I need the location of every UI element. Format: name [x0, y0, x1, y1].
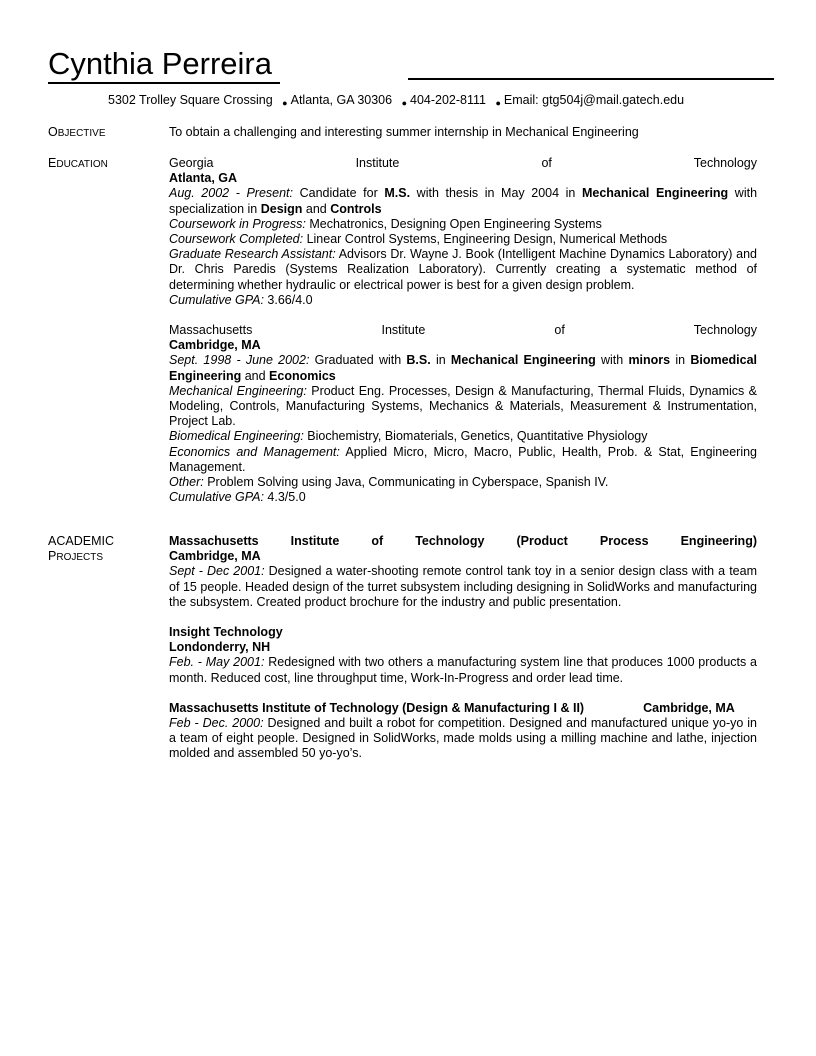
- project-location: Londonderry, NH: [169, 640, 271, 655]
- bullet-icon: ●: [282, 98, 288, 108]
- bullet-icon: ●: [495, 98, 501, 108]
- projects-body: [169, 534, 757, 762]
- project-description: Feb - Dec. 2000: Designed and built a robot for competition. Designed and manufactured unique yo-yo in a team of eight people. Designed in SolidWorks, made molds using a milling machine and lathe, injection molded and assembled 50 yo-yo’s.: [169, 716, 757, 761]
- school-name: Massachusetts Institute of Technology: [169, 323, 757, 338]
- bullet-icon: ●: [401, 98, 407, 108]
- coursework-progress: Coursework in Progress: Mechatronics, Designing Open Engineering Systems: [169, 216, 602, 231]
- address: 5302 Trolley Square Crossing: [108, 93, 273, 107]
- school-location: Cambridge, MA: [169, 338, 261, 353]
- objective-text: To obtain a challenging and interesting summer internship in Mechanical Engineering: [169, 125, 639, 139]
- gpa-line: Cumulative GPA: 3.66/4.0: [169, 292, 313, 307]
- project-location: Cambridge, MA: [169, 549, 261, 564]
- coursework-me: Mechanical Engineering: Product Eng. Processes, Design & Manufacturing, Thermal Fluids, Dynamics & Modeling, Controls, Manufacturing Systems, Mechanics & Materials, Measurement & Instrumentation, Project Lab.: [169, 383, 757, 429]
- coursework-other: Other: Problem Solving using Java, Communicating in Cyberspace, Spanish IV.: [169, 475, 609, 490]
- degree-line: Sept. 1998 - June 2002: Graduated with B.S. in Mechanical Engineering with minors in Biomedical Engineering and Economics: [169, 353, 757, 383]
- projects-label: ACADEMIC PROJECTS: [48, 534, 114, 563]
- coursework-econ: Economics and Management: Applied Micro, Micro, Macro, Public, Health, Prob. & Stat, Engineering Management.: [169, 444, 758, 474]
- research-assistant: Graduate Research Assistant: Advisors Dr. Wayne J. Book (Intelligent Machine Dynamics Laboratory) and Dr. Chris Paredis (Systems Realization Laboratory). Currently creating a systematic method of determining whether hydraulic or electrical power is best for a given design problem.: [169, 247, 757, 292]
- coursework-completed: Coursework Completed: Linear Control Systems, Engineering Design, Numerical Methods: [169, 232, 668, 247]
- project-title: Massachusetts Institute of Technology (Design & Manufacturing I & II) Cambridge, MA: [169, 700, 735, 715]
- education-body: [169, 156, 757, 505]
- project-title: Insight Technology: [169, 625, 283, 640]
- objective-label: OBJECTIVE: [48, 125, 106, 139]
- email[interactable]: Email: gtg504j@mail.gatech.edu: [503, 93, 685, 107]
- school-name: Georgia Institute of Technology: [169, 156, 757, 170]
- contact-line: [108, 92, 684, 109]
- header-rule: [408, 78, 774, 80]
- project-description: Feb. - May 2001: Redesigned with two others a manufacturing system line that produces 1000 products a month. Reduced cost, line throughput time, Work-In-Progress and order lead time.: [169, 655, 757, 685]
- project-description: Sept - Dec 2001: Designed a water-shooting remote control tank toy in a senior design class with a team of 15 people. Headed design of the turret subsystem including designing in SolidWorks and manufacturing the subsystem. Created product brochure for the industry and public presentation.: [169, 564, 757, 609]
- degree-line: Aug. 2002 - Present: Candidate for M.S. with thesis in May 2004 in Mechanical Engineering with specialization in Design and Controls: [169, 186, 758, 216]
- education-label: EDUCATION: [48, 156, 108, 170]
- candidate-name: Cynthia Perreira: [48, 46, 280, 84]
- gpa-line: Cumulative GPA: 4.3/5.0: [169, 490, 306, 505]
- city: Atlanta, GA 30306: [290, 93, 393, 107]
- coursework-bme: Biomedical Engineering: Biochemistry, Biomaterials, Genetics, Quantitative Physiology: [169, 429, 648, 444]
- project-title: Massachusetts Institute of Technology (Product Process Engineering): [169, 534, 757, 548]
- school-location: Atlanta, GA: [169, 171, 238, 186]
- phone: 404-202-8111: [410, 93, 486, 107]
